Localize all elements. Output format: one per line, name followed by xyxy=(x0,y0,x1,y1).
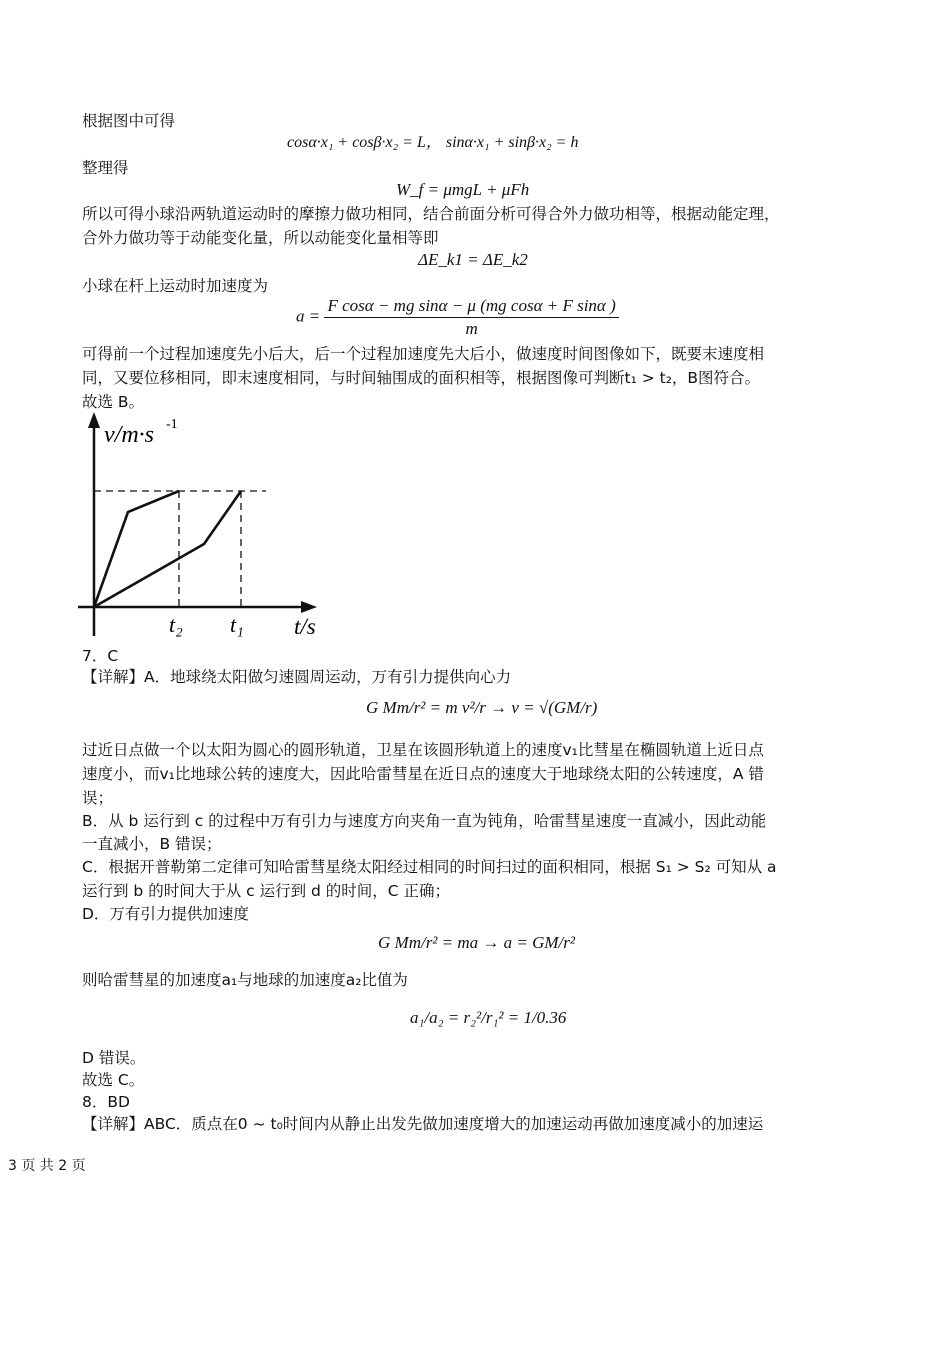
text-line: 速度小，而v₁比地球公转的速度大，因此哈雷彗星在近日点的速度大于地球绕太阳的公转速度，A 错 xyxy=(82,765,764,783)
text-line: D 错误。 xyxy=(82,1049,146,1067)
curve-first-process xyxy=(94,491,179,607)
page-footer: 3 页 共 2 页 xyxy=(8,1158,86,1174)
equation-work: W_f = μmgL + μFh xyxy=(396,180,530,199)
question-number: 8．BD xyxy=(82,1093,130,1111)
velocity-time-graph xyxy=(70,408,340,648)
text-line: 根据图中可得 xyxy=(82,112,176,130)
equation-acceleration-ratio: a₁/a₂ = r₂²/r₁² = 1/0.36 xyxy=(410,1008,567,1027)
text-line: 运行到 b 的时间大于从 c 运行到 d 的时间，C 正确； xyxy=(82,882,451,900)
text-line: 故选 C。 xyxy=(82,1071,145,1089)
text-line: 一直减小，B 错误； xyxy=(82,835,222,853)
text-line: B．从 b 运行到 c 的过程中万有引力与速度方向夹角一直为钝角，哈雷彗星速度一直减小，因此动能 xyxy=(82,812,767,830)
text-line: 误； xyxy=(82,789,114,807)
text-line: 所以可得小球沿两轨道运动时的摩擦力做功相同，结合前面分析可得合外力做功相等，根据动能定理， xyxy=(82,205,780,223)
denominator: m xyxy=(465,319,478,338)
v-axis-label: v/m·s xyxy=(104,422,154,448)
equation-acceleration xyxy=(296,295,619,340)
v-axis-label-exponent: -1 xyxy=(166,417,178,432)
text-line: 小球在杆上运动时加速度为 xyxy=(82,277,269,295)
text-line: 过近日点做一个以太阳为圆心的圆形轨道，卫星在该圆形轨道上的速度v₁比彗星在椭圆轨道上近日点 xyxy=(82,741,764,759)
equation-energy: ΔE_k1 = ΔE_k2 xyxy=(418,250,528,269)
equation-lhs: a = xyxy=(296,306,321,326)
equation-gravity-acceleration: G Mm/r² = ma → a = GM/r² xyxy=(378,933,575,952)
question-number: 7．C xyxy=(82,647,119,665)
text-line: 故选 B。 xyxy=(82,393,145,411)
v-axis-arrow xyxy=(88,412,100,428)
text-line: C．根据开普勒第二定律可知哈雷彗星绕太阳经过相同的时间扫过的面积相同，根据 S₁ > S₂ 可知从 a xyxy=(82,858,777,876)
text-line: 【详解】ABC．质点在0 ~ t₀时间内从静止出发先做加速度增大的加速运动再做加速度减小的加速运 xyxy=(82,1115,764,1133)
text-line: 则哈雷彗星的加速度a₁与地球的加速度a₂比值为 xyxy=(82,971,408,989)
fraction xyxy=(324,295,618,340)
t-axis-arrow xyxy=(301,601,317,613)
t2-label: t₂ xyxy=(169,612,183,637)
text-line: 可得前一个过程加速度先小后大，后一个过程加速度先大后小，做速度时间图像如下，既要末速度相 xyxy=(82,345,765,363)
text-line: 【详解】A．地球绕太阳做匀速圆周运动，万有引力提供向心力 xyxy=(82,668,512,686)
equation-orbital-speed: G Mm/r² = m v²/r → v = √(GM/r) xyxy=(366,698,598,717)
equation-geometry: cosα·x₁ + cosβ·x₂ = L， sinα·x₁ + sinβ·x₂ = h xyxy=(287,134,579,151)
t-axis-label: t/s xyxy=(294,614,316,639)
t1-label: t₁ xyxy=(230,612,244,637)
text-line: 整理得 xyxy=(82,159,129,177)
numerator: F cosα − mg sinα − μ (mg cosα + F sinα ) xyxy=(324,295,618,318)
text-line: D．万有引力提供加速度 xyxy=(82,905,249,923)
text-line: 同，又要位移相同，即末速度相同，与时间轴围成的面积相等，根据图像可判断t₁ > t₂，B图符合。 xyxy=(82,369,761,387)
text-line: 合外力做功等于动能变化量，所以动能变化量相等即 xyxy=(82,229,439,247)
